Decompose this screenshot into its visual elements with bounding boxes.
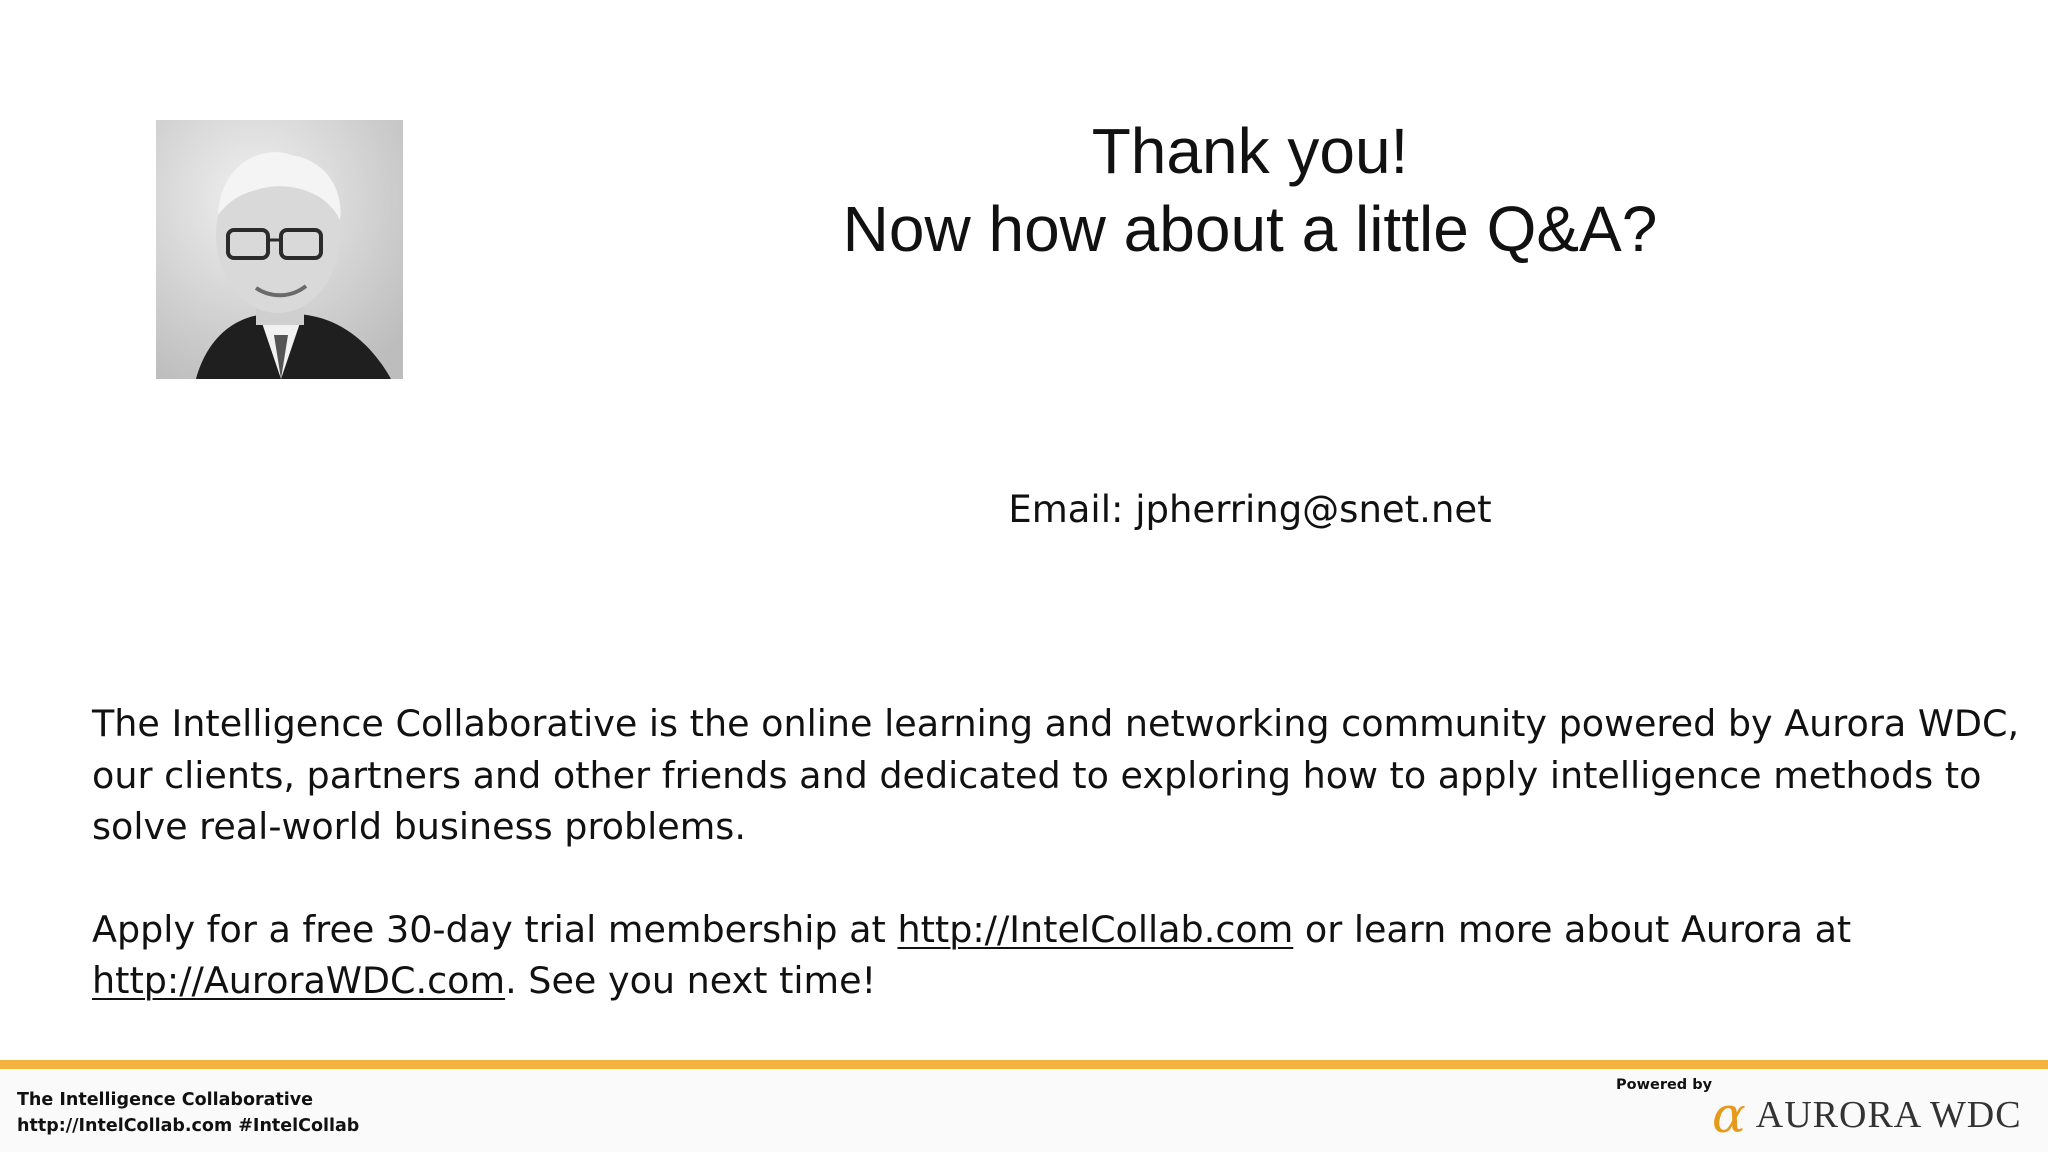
intelcollab-link[interactable]: http://IntelCollab.com bbox=[897, 907, 1294, 951]
title-line-thank-you: Thank you! bbox=[1091, 115, 1409, 187]
footer-org-url: http://IntelCollab.com #IntelCollab bbox=[17, 1116, 360, 1136]
about-line: our clients, partners and other friends and dedicated to exploring how to apply intelligence methods to bbox=[92, 753, 1982, 797]
about-line: solve real-world business problems. bbox=[92, 805, 746, 848]
slide-title bbox=[780, 112, 1720, 268]
contact-email: Email: jpherring@snet.net bbox=[1008, 488, 1492, 531]
brand-name: AURORA WDC bbox=[1755, 1094, 2022, 1136]
footer bbox=[0, 1069, 2048, 1152]
title-line-qa: Now how about a little Q&A? bbox=[842, 193, 1658, 265]
slide-body bbox=[92, 698, 2020, 1007]
footer-org-name: The Intelligence Collaborative bbox=[17, 1090, 314, 1110]
footer-accent-bar bbox=[0, 1060, 2048, 1069]
aurorawdc-link[interactable]: http://AuroraWDC.com bbox=[92, 959, 506, 1002]
cta-prefix: Apply for a free 30-day trial membership at bbox=[92, 907, 898, 951]
footer-org-info bbox=[17, 1087, 359, 1139]
powered-by-label: Powered by bbox=[1616, 1077, 1713, 1093]
about-line: The Intelligence Collaborative is the online learning and networking community powered by Aurora WDC, bbox=[92, 702, 2020, 745]
aurora-wdc-logo bbox=[1712, 1086, 2022, 1144]
cta-line-2 bbox=[92, 955, 1992, 1007]
cta-suffix: . See you next time! bbox=[505, 959, 877, 1002]
cta-line-1 bbox=[92, 904, 1992, 956]
call-to-action-paragraph bbox=[92, 904, 1992, 1007]
alpha-logo-icon: α bbox=[1712, 1086, 1746, 1144]
about-paragraph bbox=[92, 698, 2020, 853]
speaker-photo-icon bbox=[156, 120, 403, 379]
speaker-portrait bbox=[156, 120, 403, 379]
cta-middle: or learn more about Aurora at bbox=[1293, 907, 1852, 951]
